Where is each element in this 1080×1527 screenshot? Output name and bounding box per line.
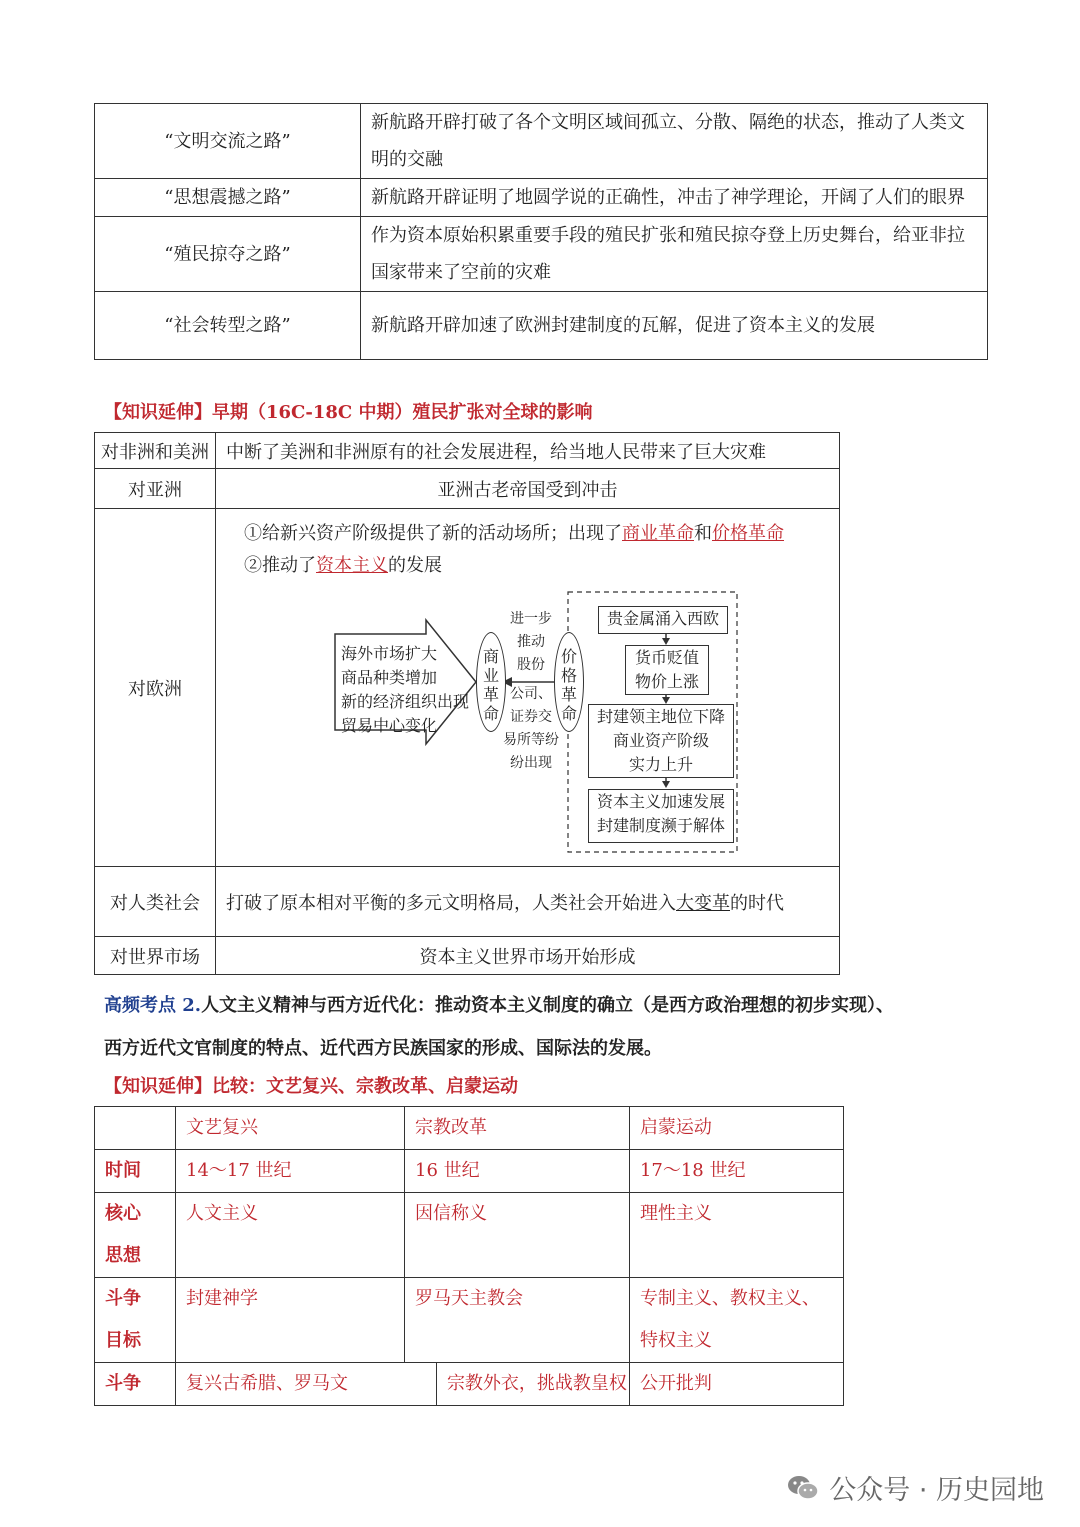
row-label: “社会转型之路” [95, 292, 361, 360]
row-label: “殖民掠夺之路” [95, 217, 361, 292]
table-row [95, 1278, 844, 1363]
row-text: 新航路开辟证明了地圆学说的正确性，冲击了神学理论，开阔了人们的眼界 [361, 179, 988, 217]
cell: 14～17 世纪 [176, 1150, 405, 1193]
row-text: 资本主义世界市场开始形成 [216, 937, 840, 975]
box-currency-devaluation [625, 645, 709, 695]
table-row [95, 1193, 844, 1278]
box-line: 商业资产阶级 [612, 731, 709, 750]
row-label [95, 1193, 176, 1278]
extension-bracket: 【知识延伸】 [104, 1076, 212, 1097]
oval-commercial-revolution: 商业革命 [476, 632, 506, 732]
wechat-icon [787, 1474, 819, 1509]
cell: 16 世纪 [405, 1150, 630, 1193]
watermark-text: 公众号 · 历史园地 [829, 1475, 1044, 1506]
cell-line: 专制主义、教权主义、 [639, 1288, 820, 1309]
row-label: “思想震撼之路” [95, 179, 361, 217]
row-label [95, 1278, 176, 1363]
box-feudal-lords [588, 704, 734, 778]
row-label: 斗争 [95, 1363, 176, 1406]
middle-line: 股份 [517, 657, 545, 673]
box-line: 物价上涨 [634, 672, 699, 691]
arrow-line: 海外市场扩大 [341, 644, 438, 663]
header-cell: 文艺复兴 [176, 1107, 405, 1150]
header-cell [95, 1107, 176, 1150]
down-arrowhead [662, 697, 670, 704]
row-text: 作为资本原始积累重要手段的殖民扩张和殖民掠夺登上历史舞台，给亚非拉国家带来了空前的灾难 [361, 217, 988, 292]
cell: 人文主义 [176, 1193, 405, 1278]
box-line: 实力上升 [628, 755, 693, 774]
text-underlined: 资本主义 [316, 555, 388, 576]
text-underlined: 商业革命 [622, 523, 694, 544]
text-part: ②推动了 [244, 555, 316, 576]
middle-line: 进一步 [510, 611, 552, 627]
cell: 罗马天主教会 [405, 1278, 630, 1363]
cell: 复兴古希腊、罗马文 [176, 1363, 437, 1406]
cell: 因信称义 [405, 1193, 630, 1278]
row-label: 对欧洲 [95, 509, 216, 867]
comparison-table [94, 1106, 844, 1406]
extension-bracket: 【知识延伸】 [104, 402, 212, 423]
header-cell: 启蒙运动 [629, 1107, 843, 1150]
row-text: 亚洲古老帝国受到冲击 [216, 469, 840, 509]
cell [629, 1278, 843, 1363]
middle-line: 证券交 [510, 709, 552, 725]
box-line: 封建领主地位下降 [596, 707, 725, 726]
text-part: 打破了原本相对平衡的多元文明格局，人类社会开始进入 [226, 892, 676, 914]
cell: 公开批判 [629, 1363, 843, 1406]
arrow-line: 商品种类增加 [341, 668, 438, 687]
key-point-text: 人文主义精神与西方近代化：推动资本主义制度的确立（是西方政治理想的初步实现）、 [201, 995, 895, 1016]
arrow-line: 贸易中心变化 [341, 716, 438, 735]
cell-line: 特权主义 [639, 1330, 712, 1351]
box-line: 货币贬值 [634, 648, 699, 667]
middle-line: 推动 [517, 634, 545, 650]
key-point-line-2: 西方近代文官制度的特点、近代西方民族国家的形成、国际法的发展。 [104, 1038, 662, 1059]
middle-line: 公司、 [510, 686, 552, 702]
label-line: 目标 [105, 1330, 141, 1351]
header-cell: 宗教改革 [405, 1107, 630, 1150]
row-text: 中断了美洲和非洲原有的社会发展进程，给当地人民带来了巨大灾难 [216, 433, 840, 469]
text-part: 和 [694, 523, 712, 544]
oval-price-revolution: 价格革命 [554, 632, 584, 732]
extension-title: 比较：文艺复兴、宗教改革、启蒙运动 [212, 1076, 518, 1097]
key-point-prefix: 高频考点 2. [104, 995, 202, 1016]
label-line: 核心 [105, 1203, 141, 1224]
text-underlined: 价格革命 [712, 523, 784, 544]
extension-title: 早期（16C-18C 中期）殖民扩张对全球的影响 [212, 402, 593, 423]
label-line: 思想 [105, 1245, 141, 1266]
box-line: 资本主义加速发展 [596, 792, 725, 811]
table-header-row [95, 1107, 844, 1150]
cell: 理性主义 [629, 1193, 843, 1278]
middle-text [503, 608, 559, 775]
box-precious-metals: 贵金属涌入西欧 [598, 606, 728, 634]
down-arrowhead [662, 638, 670, 645]
row-text: 新航路开辟加速了欧洲封建制度的瓦解，促进了资本主义的发展 [361, 292, 988, 360]
text-part: 的发展 [388, 555, 442, 576]
arrow-text [341, 642, 469, 738]
cell: 17～18 世纪 [629, 1150, 843, 1193]
middle-line: 易所等纷 [503, 732, 559, 748]
key-point-line-1 [104, 984, 1004, 1027]
watermark [787, 1468, 1044, 1509]
row-label: 对非洲和美洲 [95, 433, 216, 469]
row-label: 对世界市场 [95, 937, 216, 975]
table-row [95, 1363, 844, 1406]
row-label: “文明交流之路” [95, 104, 361, 179]
text-underlined: 大变革 [676, 892, 730, 914]
cell: 封建神学 [176, 1278, 405, 1363]
middle-line: 纷出现 [510, 755, 552, 771]
down-arrowhead [662, 781, 670, 788]
row-label: 对亚洲 [95, 469, 216, 509]
text-part: 的时代 [730, 892, 784, 914]
table-row [95, 1150, 844, 1193]
text-part: ①给新兴资产阶级提供了新的活动场所；出现了 [244, 523, 622, 544]
cell: 宗教外衣，挑战教皇权 [436, 1363, 629, 1406]
row-label: 对人类社会 [95, 867, 216, 937]
box-line: 封建制度濒于解体 [596, 816, 725, 835]
box-capitalism [588, 789, 734, 843]
key-point-2 [104, 984, 1004, 1070]
row-label: 时间 [95, 1150, 176, 1193]
row-text: 新航路开辟打破了各个文明区域间孤立、分散、隔绝的状态，推动了人类文明的交融 [361, 104, 988, 179]
arrow-line: 新的经济组织出现 [341, 692, 470, 711]
label-line: 斗争 [105, 1288, 141, 1309]
extension-heading [104, 1072, 518, 1098]
